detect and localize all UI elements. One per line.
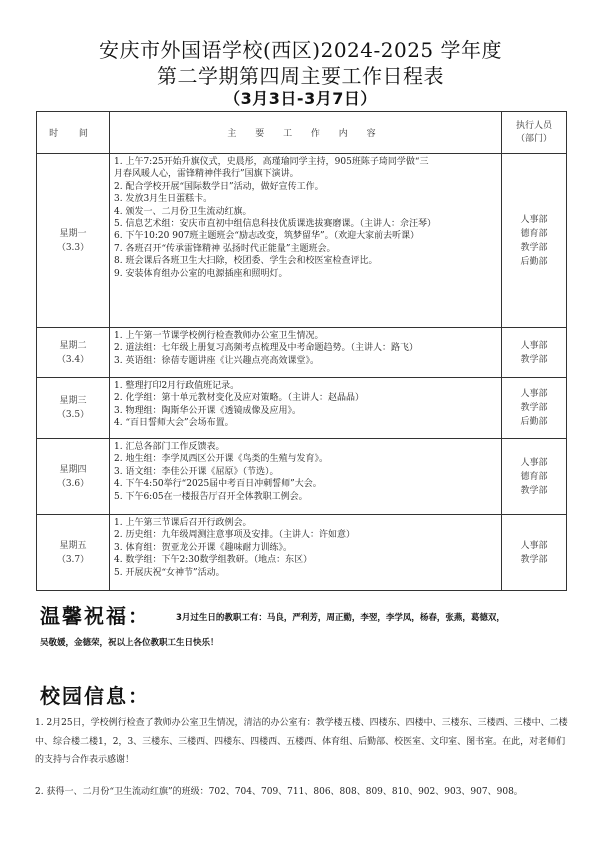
header-executor-line2: （部门） (515, 133, 552, 144)
table-header-row (37, 112, 567, 154)
weekday-label: 星期四 (59, 464, 87, 475)
day-cell (37, 154, 110, 328)
task-item: 4. 下午4:50举行“2025届中考百日冲刺誓师”大会。 (114, 479, 322, 490)
table-row (37, 378, 567, 439)
task-item: 5. 信息艺术组：安庆市直初中组信息科技优质课选拔赛磨课。（主讲人：佘汪琴） (114, 219, 436, 230)
header-time: 时 间 (37, 112, 110, 154)
task-item: 6. 下午10:20 907班主题班会“励志改变，筑梦留华”。（欢迎大家前去听课） (114, 231, 420, 242)
task-item: 2. 配合学校开展“国际数学日”活动，做好宣传工作。 (114, 181, 324, 192)
birthday-blessing-section (40, 600, 570, 648)
day-cell (37, 328, 110, 378)
date-label: （3.5） (56, 410, 90, 420)
dept-label: 后勤部 (520, 256, 548, 267)
date-label: （3.6） (56, 478, 90, 489)
document-subtitle: 第二学期第四周主要工作日程表 (157, 64, 444, 88)
tasks-cell (110, 154, 502, 328)
task-list (114, 156, 499, 280)
date-label: （3.3） (56, 242, 90, 253)
blessing-text-line2: 吴敬媛，金德荣，祝以上各位教职工生日快乐！ (40, 638, 219, 648)
task-item: 3. 体育组：贺亚龙公开课《趣味耐力训练》。 (114, 542, 292, 553)
task-item: 1. 上午第一节课学校例行检查教师办公室卫生情况。 (114, 331, 324, 341)
weekday-label: 星期二 (59, 340, 87, 351)
campus-info-heading: 校园信息： (40, 684, 150, 708)
dept-cell (502, 378, 567, 439)
tasks-cell (110, 328, 502, 378)
dept-label: 教学部 (520, 554, 548, 565)
task-list (114, 441, 499, 503)
task-item: 9. 安装体育组办公室的电源插座和照明灯。 (114, 268, 288, 279)
task-item: 1. 整理打印2月行政值班记录。 (114, 381, 240, 391)
day-cell (37, 515, 110, 591)
weekday-label: 星期五 (59, 540, 87, 551)
dept-label: 德育部 (520, 471, 548, 482)
weekday-label: 星期三 (59, 396, 87, 406)
dept-label: 人事部 (520, 340, 548, 351)
task-item: 2. 化学组：第十单元教材变化及应对策略。（主讲人：赵晶晶） (114, 393, 364, 404)
task-list (114, 380, 499, 430)
dept-cell (502, 328, 567, 378)
document-title: 安庆市外国语学校(西区)2024-2025 学年度 (98, 38, 503, 62)
task-item: 3. 英语组：徐蓓专题讲座《让兴趣点亮高效课堂》。 (114, 355, 319, 366)
table-row (37, 328, 567, 378)
task-item: 7. 各班召开“传承雷锋精神 弘扬时代正能量”主题班会。 (114, 243, 336, 254)
header-executor (502, 112, 567, 154)
table-row (37, 515, 567, 591)
campus-info-item: 2. 获得一、二月份“卫生流动红旗”的班级：702、704、709、711、806、808、809、810、902、903、907、908。 (35, 787, 523, 797)
task-item: 1. 上午7:25开始升旗仪式，史晨彤，高瑾瑜同学主持，905班陈子琦同学做“三 (114, 157, 429, 167)
task-item: 3. 物理组：陶斯华公开课《透镜成像及应用》。 (114, 405, 301, 416)
dept-label: 教学部 (520, 354, 548, 365)
task-item: 3. 语文组：李佳公开课《屈原》（节选）。 (114, 466, 279, 477)
day-cell (37, 439, 110, 515)
blessing-text-line1: 3月过生日的教职工有：马良，严利芳，周正勤，李翌，李学凤，杨春，张燕，葛德双， (176, 613, 505, 623)
blessing-heading: 温馨祝福： (40, 604, 150, 628)
task-item: 4. “百日誓师大会”会场布置。 (114, 418, 234, 429)
task-item: 5. 开展庆祝“女神节”活动。 (114, 567, 225, 578)
task-list (114, 330, 499, 367)
dept-cell (502, 515, 567, 591)
dept-label: 教学部 (520, 485, 548, 496)
dept-label: 后勤部 (520, 417, 548, 427)
header-executor-line1: 执行人员 (515, 120, 552, 131)
day-cell (37, 378, 110, 439)
dept-label: 教学部 (520, 242, 548, 253)
dept-label: 人事部 (520, 540, 548, 551)
task-list (114, 517, 499, 579)
date-range: （3月3日-3月7日） (224, 89, 377, 108)
task-item: 2. 地生组：李学凤西区公开课《鸟类的生殖与发育》。 (114, 454, 328, 465)
task-item: 1. 汇总各部门工作反馈表。 (114, 442, 225, 452)
dept-cell (502, 439, 567, 515)
campus-info-item: 1. 2月25日，学校例行检查了教师办公室卫生情况，清洁的办公室有：教学楼五楼、四楼东、四楼中、三楼东、三楼西、三楼中、二楼中、综合楼二楼1，2，3、三楼东、三楼西、四楼东、四楼西、五楼西、体育组、后勤部、校医室、文印室、图书室。在此，对老师们的支持与合作表示感谢！ (35, 718, 568, 765)
task-item: 月春风暖人心，雷锋精神伴我行”国旗下演讲。 (114, 169, 299, 180)
task-item: 4. 数学组：下午2:30数学组教研。（地点：东区） (114, 555, 313, 566)
task-item: 8. 班会课后各班卫生大扫除，校团委、学生会和校医室检查评比。 (114, 256, 378, 267)
tasks-cell (110, 439, 502, 515)
dept-label: 人事部 (520, 214, 548, 225)
task-item: 4. 颁发一、二月份卫生流动红旗。 (114, 206, 252, 217)
table-row (37, 439, 567, 515)
dept-label: 人事部 (520, 457, 548, 468)
task-item: 2. 历史组：九年级周测注意事项及安排。（主讲人：许如意） (114, 530, 355, 541)
weekday-label: 星期一 (59, 228, 87, 239)
task-item: 2. 道法组：七年级上册复习高频考点梳理及中考命题趋势。（主讲人：路飞） (114, 343, 418, 354)
dept-label: 德育部 (520, 228, 548, 239)
task-item: 5. 下午6:05在一楼报告厅召开全体教职工例会。 (114, 491, 308, 502)
date-label: （3.4） (56, 354, 90, 365)
task-item: 3. 发放3月生日蛋糕卡。 (114, 194, 213, 205)
task-item: 1. 上午第三节课后召开行政例会。 (114, 518, 252, 528)
dept-cell (502, 154, 567, 328)
tasks-cell (110, 515, 502, 591)
date-label: （3.7） (56, 554, 90, 565)
dept-label: 教学部 (520, 403, 548, 413)
header-main-work: 主 要 工 作 内 容 (110, 112, 502, 154)
schedule-table (36, 111, 567, 591)
tasks-cell (110, 378, 502, 439)
dept-label: 人事部 (520, 389, 548, 399)
table-row (37, 154, 567, 328)
